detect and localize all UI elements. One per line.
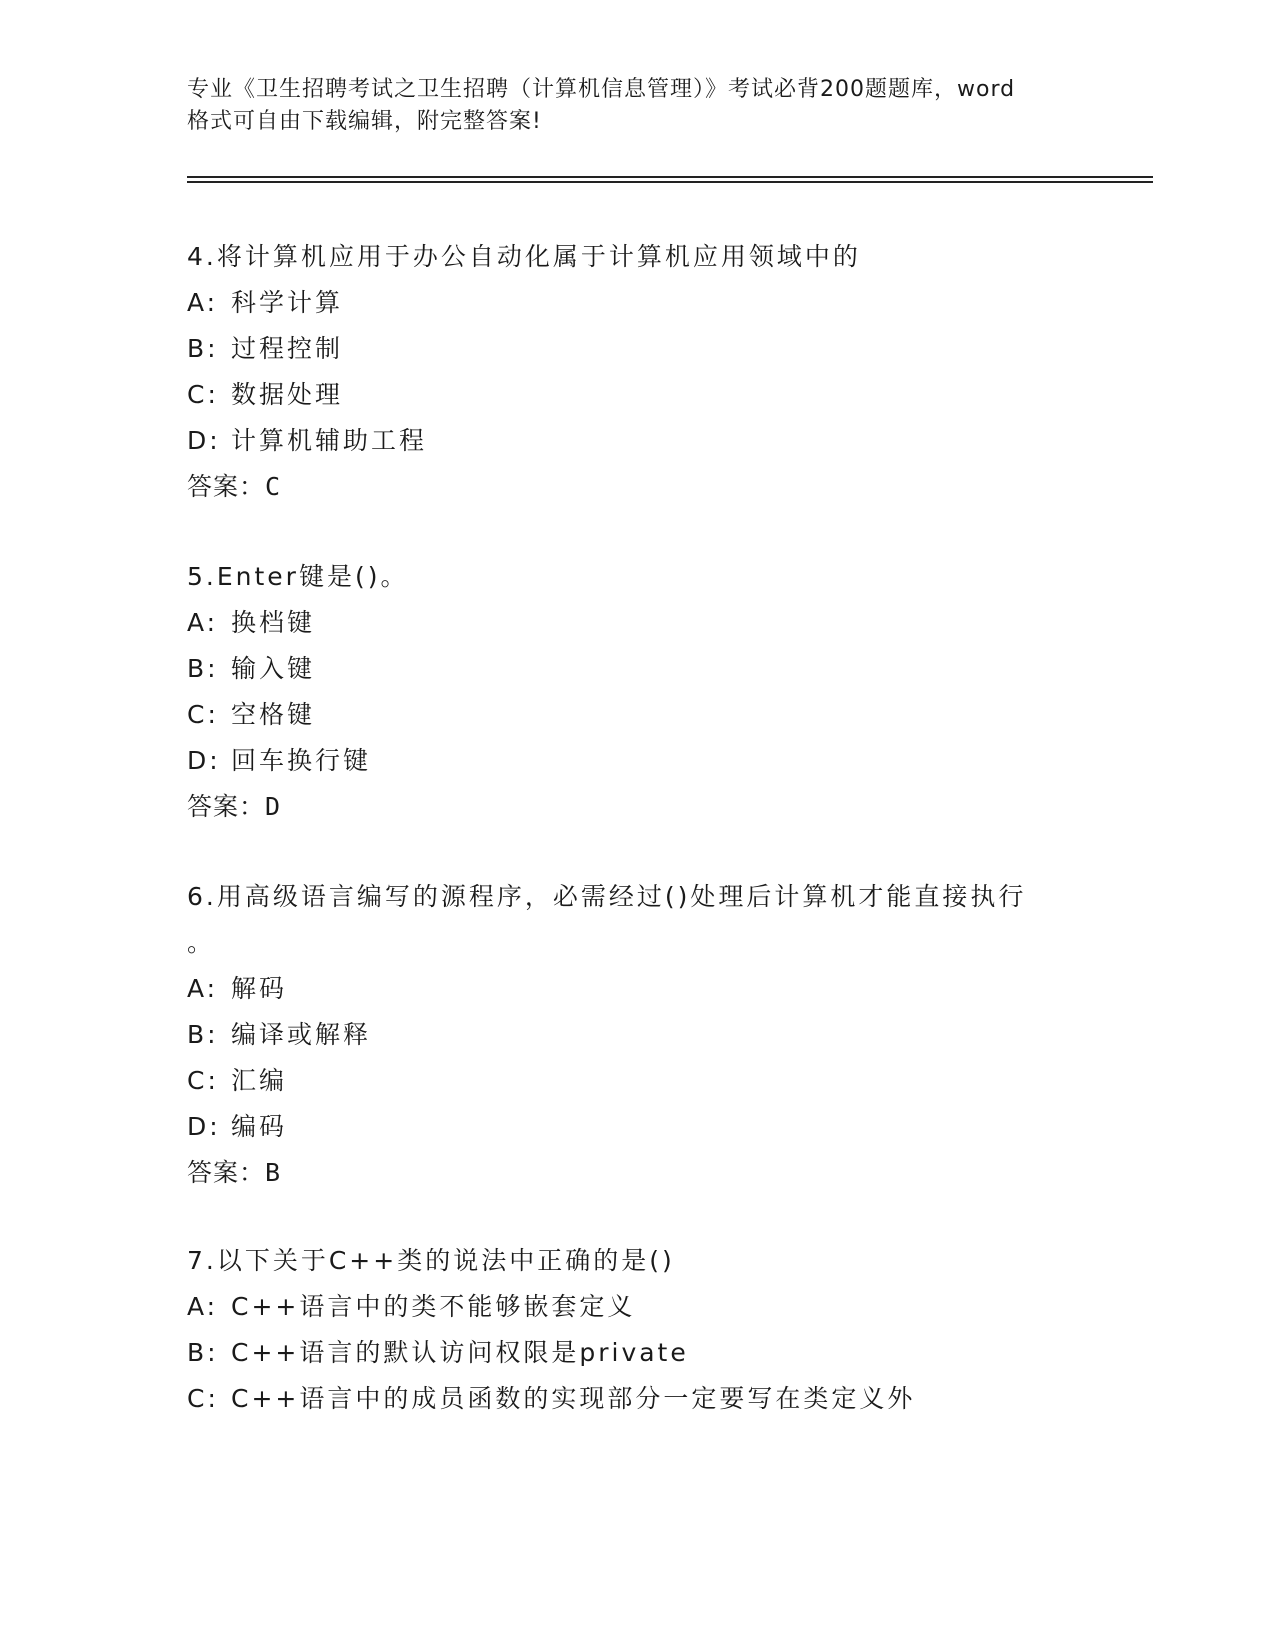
option-text: 换档键 xyxy=(231,608,316,637)
option-c xyxy=(187,1058,1087,1104)
option-text: C++语言中的成员函数的实现部分一定要写在类定义外 xyxy=(231,1384,916,1413)
option-letter: A: xyxy=(187,288,219,317)
option-c xyxy=(187,372,1087,418)
option-d xyxy=(187,738,1087,784)
option-text: 回车换行键 xyxy=(231,746,372,775)
option-letter: C: xyxy=(187,1384,219,1413)
option-letter: B: xyxy=(187,654,219,683)
option-text: 数据处理 xyxy=(231,380,344,409)
option-letter: B: xyxy=(187,1020,219,1049)
option-text: 编码 xyxy=(231,1112,288,1141)
question-5 xyxy=(187,554,1087,830)
option-b xyxy=(187,646,1087,692)
option-letter: C: xyxy=(187,1066,219,1095)
option-c xyxy=(187,1376,1087,1422)
question-text: 5.Enter键是()。 xyxy=(187,562,409,591)
option-a xyxy=(187,600,1087,646)
answer-line: 答案：D xyxy=(187,792,282,821)
option-a xyxy=(187,280,1087,326)
option-text: 科学计算 xyxy=(231,288,344,317)
option-c xyxy=(187,692,1087,738)
option-a xyxy=(187,966,1087,1012)
option-letter: A: xyxy=(187,974,219,1003)
question-6 xyxy=(187,874,1087,1196)
question-text-continuation: 。 xyxy=(187,928,216,957)
header-divider xyxy=(187,176,1153,183)
option-b xyxy=(187,1330,1087,1376)
question-text: 7.以下关于C++类的说法中正确的是() xyxy=(187,1246,675,1275)
question-4 xyxy=(187,234,1087,510)
answer-line: 答案：B xyxy=(187,1158,282,1187)
option-text: C++语言的默认访问权限是private xyxy=(231,1338,689,1367)
option-letter: D: xyxy=(187,426,221,455)
question-text: 4.将计算机应用于办公自动化属于计算机应用领域中的 xyxy=(187,242,861,271)
document-header xyxy=(187,74,1107,138)
option-letter: D: xyxy=(187,1112,221,1141)
question-text: 6.用高级语言编写的源程序，必需经过()处理后计算机才能直接执行 xyxy=(187,882,1027,911)
option-b xyxy=(187,1012,1087,1058)
option-letter: B: xyxy=(187,334,219,363)
option-text: C++语言中的类不能够嵌套定义 xyxy=(231,1292,636,1321)
option-d xyxy=(187,418,1087,464)
option-text: 编译或解释 xyxy=(231,1020,372,1049)
option-b xyxy=(187,326,1087,372)
header-line-2: 格式可自由下载编辑，附完整答案! xyxy=(187,109,542,134)
option-d xyxy=(187,1104,1087,1150)
option-letter: A: xyxy=(187,1292,219,1321)
option-letter: C: xyxy=(187,380,219,409)
option-text: 汇编 xyxy=(231,1066,288,1095)
option-text: 空格键 xyxy=(231,700,316,729)
option-text: 计算机辅助工程 xyxy=(231,426,428,455)
option-letter: A: xyxy=(187,608,219,637)
header-line-1: 专业《卫生招聘考试之卫生招聘（计算机信息管理）》考试必背200题题库，word xyxy=(187,77,1016,102)
option-a xyxy=(187,1284,1087,1330)
option-letter: D: xyxy=(187,746,221,775)
option-text: 解码 xyxy=(231,974,288,1003)
option-letter: B: xyxy=(187,1338,219,1367)
option-text: 过程控制 xyxy=(231,334,344,363)
question-7 xyxy=(187,1238,1087,1422)
answer-line: 答案：C xyxy=(187,472,282,501)
option-text: 输入键 xyxy=(231,654,316,683)
option-letter: C: xyxy=(187,700,219,729)
